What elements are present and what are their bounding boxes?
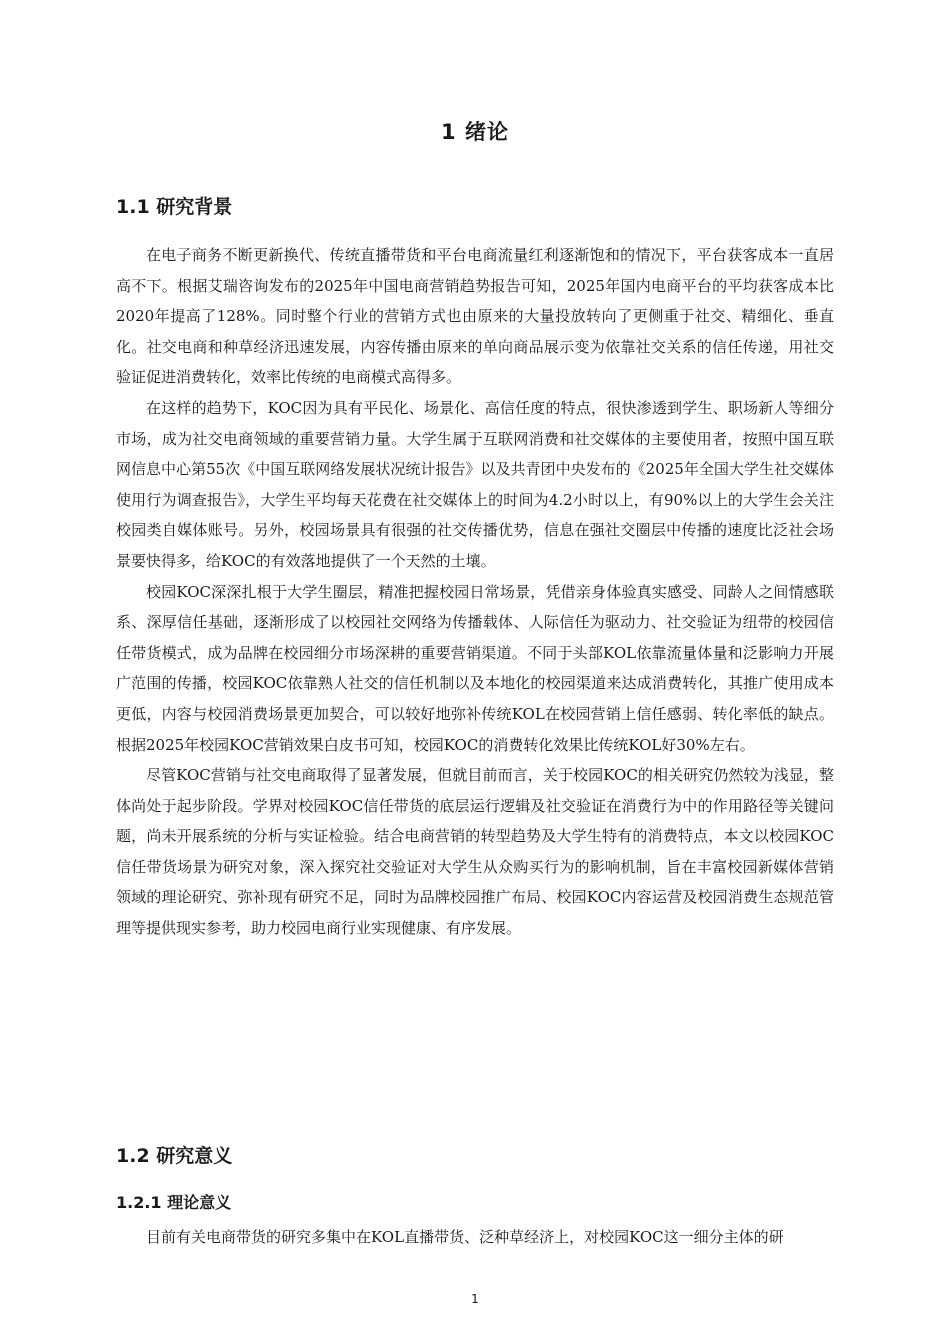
page-number: 1 — [471, 1292, 479, 1306]
section-heading-research-significance: 1.2 研究意义 — [116, 1145, 233, 1167]
chapter-title: 1 绪论 — [441, 120, 509, 144]
paragraph: 在这样的趋势下，KOC因为具有平民化、场景化、高信任度的特点，很快渗透到学生、职场新人等细分市场，成为社交电商领域的重要营销力量。大学生属于互联网消费和社交媒体的主要使用者，按照中国互联网信息中心第55次《中国互联网络发展状况统计报告》以及共青团中央发布的《2025年全国大学生社交媒体使用行为调查报告》，大学生平均每天花费在社交媒体上的时间为4.2小时以上，有90%以上的大学生会关注校园类自媒体账号。另外，校园场景具有很强的社交传播优势，信息在强社交圈层中传播的速度比泛社会场景要快得多，给KOC的有效落地提供了一个天然的土壤。 — [116, 398, 834, 570]
paragraph: 尽管KOC营销与社交电商取得了显著发展，但就目前而言，关于校园KOC的相关研究仍然较为浅显，整体尚处于起步阶段。学界对校园KOC信任带货的底层运行逻辑及社交验证在消费行为中的作用路径等关键问题，尚未开展系统的分析与实证检验。结合电商营销的转型趋势及大学生特有的消费特点，本文以校园KOC信任带货场景为研究对象，深入探究社交验证对大学生从众购买行为的影响机制，旨在丰富校园新媒体营销领域的理论研究、弥补现有研究不足，同时为品牌校园推广布局、校园KOC内容运营及校园消费生态规范管理等提供现实参考，助力校园电商行业实现健康、有序发展。 — [116, 766, 834, 938]
subsection-heading-theoretical-significance: 1.2.1 理论意义 — [116, 1193, 232, 1212]
paragraph: 校园KOC深深扎根于大学生圈层，精准把握校园日常场景，凭借亲身体验真实感受、同龄人之间情感联系、深厚信任基础，逐渐形成了以校园社交网络为传播载体、人际信任为驱动力、社交验证为纽带的校园信任带货模式，成为品牌在校园细分市场深耕的重要营销渠道。不同于头部KOL依靠流量体量和泛影响力开展广范围的传播，校园KOC依靠熟人社交的信任机制以及本地化的校园渠道来达成消费转化，其推广使用成本更低，内容与校园消费场景更加契合，可以较好地弥补传统KOL在校园营销上信任感弱、转化率低的缺点。根据2025年校园KOC营销效果白皮书可知，校园KOC的消费转化效果比传统KOL好30%左右。 — [116, 582, 834, 754]
section-heading-research-background: 1.1 研究背景 — [116, 196, 233, 218]
research-background-body — [116, 240, 834, 944]
theoretical-significance-body — [116, 1222, 834, 1253]
paragraph: 目前有关电商带货的研究多集中在KOL直播带货、泛种草经济上，对校园KOC这一细分主体的研 — [146, 1228, 784, 1246]
paragraph: 在电子商务不断更新换代、传统直播带货和平台电商流量红利逐渐饱和的情况下，平台获客成本一直居高不下。根据艾瑞咨询发布的2025年中国电商营销趋势报告可知，2025年国内电商平台的平均获客成本比2020年提高了128%。同时整个行业的营销方式也由原来的大量投放转向了更侧重于社交、精细化、垂直化。社交电商和种草经济迅速发展，内容传播由原来的单向商品展示变为依靠社交关系的信任传递，用社交验证促进消费转化，效率比传统的电商模式高得多。 — [116, 246, 834, 387]
